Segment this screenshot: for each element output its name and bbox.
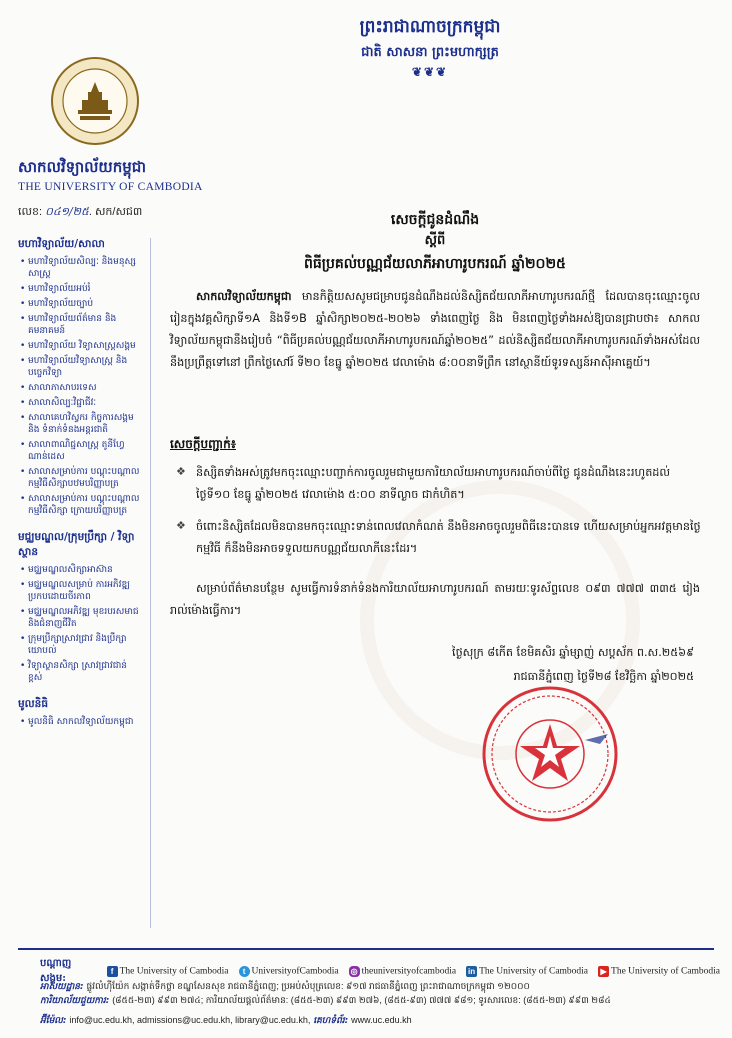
sidebar-item: • មហាវិទ្យាល័យអប់រំ [18, 283, 140, 295]
national-motto: ជាតិ សាសនា ព្រះមហាក្សត្រ [361, 45, 499, 60]
document-title: សេចក្តីជូនដំណឹង [390, 212, 480, 228]
social-text: The University of Cambodia [479, 966, 589, 977]
social-label: បណ្តាញសង្គម: [40, 958, 72, 984]
youtube-icon: ▶ [598, 966, 609, 977]
note-bullet-2: ចំពោះនិស្សិតដែលមិនបានមកចុះឈ្មោះទាន់ពេលវេលាកំណត់ នឹងមិនអាចចូលរួមពិធីនេះបានទេ ហើយសម្រាប់អ្នកអវត្តមានថ្ងៃកម្មវិធី ក៏នឹងមិនអាចទទួលយកបណ្ណជ័យលាភីនេះដែរ។ [196, 520, 701, 555]
sidebar-item: • សាលាពាណិជ្ជសាស្ត្រ តូនីហ្វែណាន់ដេស [18, 439, 140, 463]
reference-suffix: សក/សជ៣ [94, 206, 143, 218]
announcement-lead: សាកលវិទ្យាល័យកម្ពុជា [196, 290, 292, 303]
sidebar-item: • សាលាសម្រាប់ការ បណ្តុះបណ្តាលកម្មវិធីសិក្សា ក្រោយបរិញ្ញាបត្រ [18, 493, 140, 517]
sidebar-section-foundation: មូលនិធិ [18, 698, 48, 710]
social-text: The University of Cambodia [119, 966, 229, 977]
reference-number: លេខ: ០៤១/២៥. សក/សជ៣ [18, 205, 143, 218]
linkedin-icon: in [468, 966, 476, 976]
sidebar-item: • មហាវិទ្យាល័យច្បាប់ [18, 298, 140, 310]
lunar-date: ថ្ងៃសុក្រ ៨កើត ខែមិគសិរ ឆ្នាំម្សាញ់ សប្តស័ក ព.ស.២៥៦៩ [452, 646, 694, 659]
note-bullet-1: និស្សិតទាំងអស់ត្រូវមកចុះឈ្មោះបញ្ជាក់ការចូលរួមជាមួយការិយាល័យអាហារូបករណ៍ចាប់ពីថ្ងៃ ជូនដំណឹងនេះរហូតដល់ថ្ងៃទី១០ ខែធ្នូ ឆ្នាំ២០២៥ វេលាម៉ោង ៥:០០ នាទីល្ងាច ជាកំហិត។ [196, 466, 671, 501]
address-label: អាសយដ្ឋាន: [40, 982, 84, 992]
social-link-facebook[interactable] [107, 966, 229, 977]
sidebar-item: • សាលាសិល្បៈវិជ្ជាជីវៈ [18, 397, 140, 409]
sidebar-item: • សាលាភាសាបរទេស [18, 382, 140, 394]
sidebar-section-faculties: មហាវិទ្យាល័យ/សាលា [18, 238, 105, 250]
social-link-twitter[interactable] [239, 966, 339, 977]
sidebar-faculty-list [18, 256, 140, 517]
sidebar-item: • មហាវិទ្យាល័យព័ត៌មាន និងគមនាគមន៍ [18, 313, 140, 337]
note-heading: សេចក្តីបញ្ជាក់៖ [170, 437, 236, 451]
kingdom-title: ព្រះរាជាណាចក្រកម្ពុជា [359, 17, 501, 37]
social-link-instagram[interactable] [349, 966, 456, 977]
bullet-diamond-icon: ❖ [176, 465, 186, 478]
reference-label: លេខ: [18, 206, 43, 218]
sidebar-item: • មូលនិធិ សាកលវិទ្យាល័យកម្ពុជា [18, 716, 140, 728]
footer-email-web [40, 1014, 720, 1028]
footer-phone [40, 994, 720, 1008]
solar-date: រាជធានីភ្នំពេញ ថ្ងៃទី២៨ ខែវិច្ឆិកា ឆ្នាំ២០២៥ [513, 670, 694, 683]
reference-handwritten-number: ០៤១/២៥ [45, 205, 89, 218]
sidebar-item: • មជ្ឈមណ្ឌលសិក្សាអាស៊ាន [18, 564, 140, 576]
sidebar-item: • មជ្ឈមណ្ឌលសម្រាប់ ការអភិវឌ្ឍ ប្រកបដោយចីរភាព [18, 579, 140, 603]
announcement-body: មានកិត្តិយសសូមជម្រាបជូនដំណឹងដល់និស្សិតជ័យលាភីអាហារូបករណ៍ថ្មី ដែលបានចុះឈ្មោះចូលរៀនក្នុងវគ្គសិក្សាទី១A និងទី១B ឆ្នាំសិក្សា២០២៥-២០២៦ ទាំងពេញថ្ងៃ និង មិនពេញថ្ងៃទាំងអស់ឱ្យបានជ្រាបថា៖ សាកលវិទ្យាល័យកម្ពុជានឹងរៀបចំ “ពិធីប្រគល់បណ្ណជ័យលាភីអាហារូបករណ៍ឆ្នាំ២០២៥” ដល់និស្សិតជ័យលាភីអាហារូបករណ៍ទាំងអស់ដែលនឹងប្រព្រឹត្តទៅនៅ ព្រឹកថ្ងៃសៅរ៍ ទី២០ ខែធ្នូ ឆ្នាំ២០២៥ វេលាម៉ោង ៨:០០នាទីព្រឹក នៅស្ថានីយ៍ទូរទស្សន៍អាស៊ីអាគ្នេយ៍។ [170, 290, 700, 369]
sidebar-item: • ក្រុមប្រឹក្សាស្រាវជ្រាវ និងប្រឹក្សាយោបល់ [18, 633, 140, 657]
social-text: The University of Cambodia [611, 966, 720, 977]
sidebar-item: • មហាវិទ្យាល័យ វិទ្យាសាស្ត្រសង្គម [18, 340, 140, 352]
social-text: theuniversityofcambodia [361, 966, 457, 977]
email-links[interactable]: info@uc.edu.kh, admissions@uc.edu.kh, library@uc.edu.kh, [69, 1015, 311, 1025]
social-link-linkedin[interactable] [466, 966, 588, 977]
sidebar-divider [150, 238, 151, 928]
twitter-icon: t [239, 966, 250, 977]
footer-address [40, 980, 720, 994]
web-label: គេហទំព័រ: [313, 1016, 349, 1026]
phone-text: (៨៥៥-២៣) ៩៩៣ ២៧៤; ការិយាល័យផ្តល់ព័ត៌មាន: (៨៥៥-២៣) ៩៩៣ ២៧៦, (៨៥៥-៩៣) ៧៧៧ ៩៨១; ទូរសារលេខ: (៨៥៥-២៣) ៩៩៣ ២៨៤ [112, 995, 611, 1005]
contact-paragraph: សម្រាប់ព័ត៌មានបន្ថែម សូមធ្វើការទំនាក់ទំនងការិយាល័យអាហារូបករណ៍ តាមរយៈទូរស័ព្ទលេខ ០៩៣ ៧៧៧ ៣៣៥ រៀងរាល់ម៉ោងធ្វើការ។ [170, 582, 700, 617]
sidebar-item: • មហាវិទ្យាល័យវិទ្យាសាស្ត្រ និងបច្ចេកវិទ្យា [18, 355, 140, 379]
website-link[interactable]: www.uc.edu.kh [351, 1015, 412, 1025]
social-text: UniversityofCambodia [251, 966, 339, 977]
sidebar-item: • សាលាគេហវិស្វករ កិច្ចការសង្គម និង ទំនាក់ទំនងអន្តរជាតិ [18, 412, 140, 436]
facebook-icon: f [107, 966, 118, 977]
document-subtitle: ស្តីពី [424, 233, 446, 248]
university-name-english: THE UNIVERSITY OF CAMBODIA [18, 181, 203, 193]
bullet-diamond-icon: ❖ [176, 519, 186, 532]
sidebar-section-centers: មជ្ឈមណ្ឌល/ក្រុមប្រឹក្សា / វិទ្យាស្ថាន [18, 531, 135, 558]
sidebar-center-list [18, 564, 140, 684]
social-link-youtube[interactable] [598, 966, 720, 977]
instagram-icon: ◎ [349, 966, 360, 977]
footer-divider [18, 948, 714, 950]
email-label: អ៊ីម៉ែល: [40, 1016, 67, 1026]
address-text: ផ្លូវលំហ៊ីយ៉ែក សង្កាត់ទឹកថ្លា ខណ្ឌសែនសុខ រាជធានីភ្នំពេញ; ប្រអប់សំបុត្រលេខ: ៩១៧ រាជធានីភ្នំពេញ ព្រះរាជាណាចក្រកម្ពុជា ១២០០០ [86, 981, 530, 991]
university-name-khmer: សាកលវិទ្យាល័យកម្ពុជា [18, 158, 147, 176]
document-topic: ពិធីប្រគល់បណ្ណជ័យលាភីអាហារូបករណ៍ ឆ្នាំ២០២៥ [304, 256, 566, 272]
sidebar-item: • មជ្ឈមណ្ឌលអភិវឌ្ឍ មុខរបរសមាជ និងជំនាញជីវិត [18, 606, 140, 630]
ornament-divider: ❦❦❦ [411, 65, 449, 79]
sidebar-item: • សាលាសម្រាប់ការ បណ្តុះបណ្តាល កម្មវិធីសិក្សាបឋមបរិញ្ញាបត្រ [18, 466, 140, 490]
sidebar-item: • វិទ្យាស្ថានសិក្សា ស្រាវជ្រាវជាន់ខ្ពស់ [18, 660, 140, 684]
announcement-paragraph [170, 286, 700, 374]
kingdom-header [300, 16, 560, 79]
phone-label: ការិយាល័យជួយការ: [40, 996, 110, 1006]
sidebar [18, 238, 140, 731]
official-red-stamp [480, 684, 620, 824]
university-seal-logo [50, 56, 140, 146]
sidebar-item: • មហាវិទ្យាល័យសិល្បៈ និងមនុស្សសាស្ត្រ [18, 256, 140, 280]
